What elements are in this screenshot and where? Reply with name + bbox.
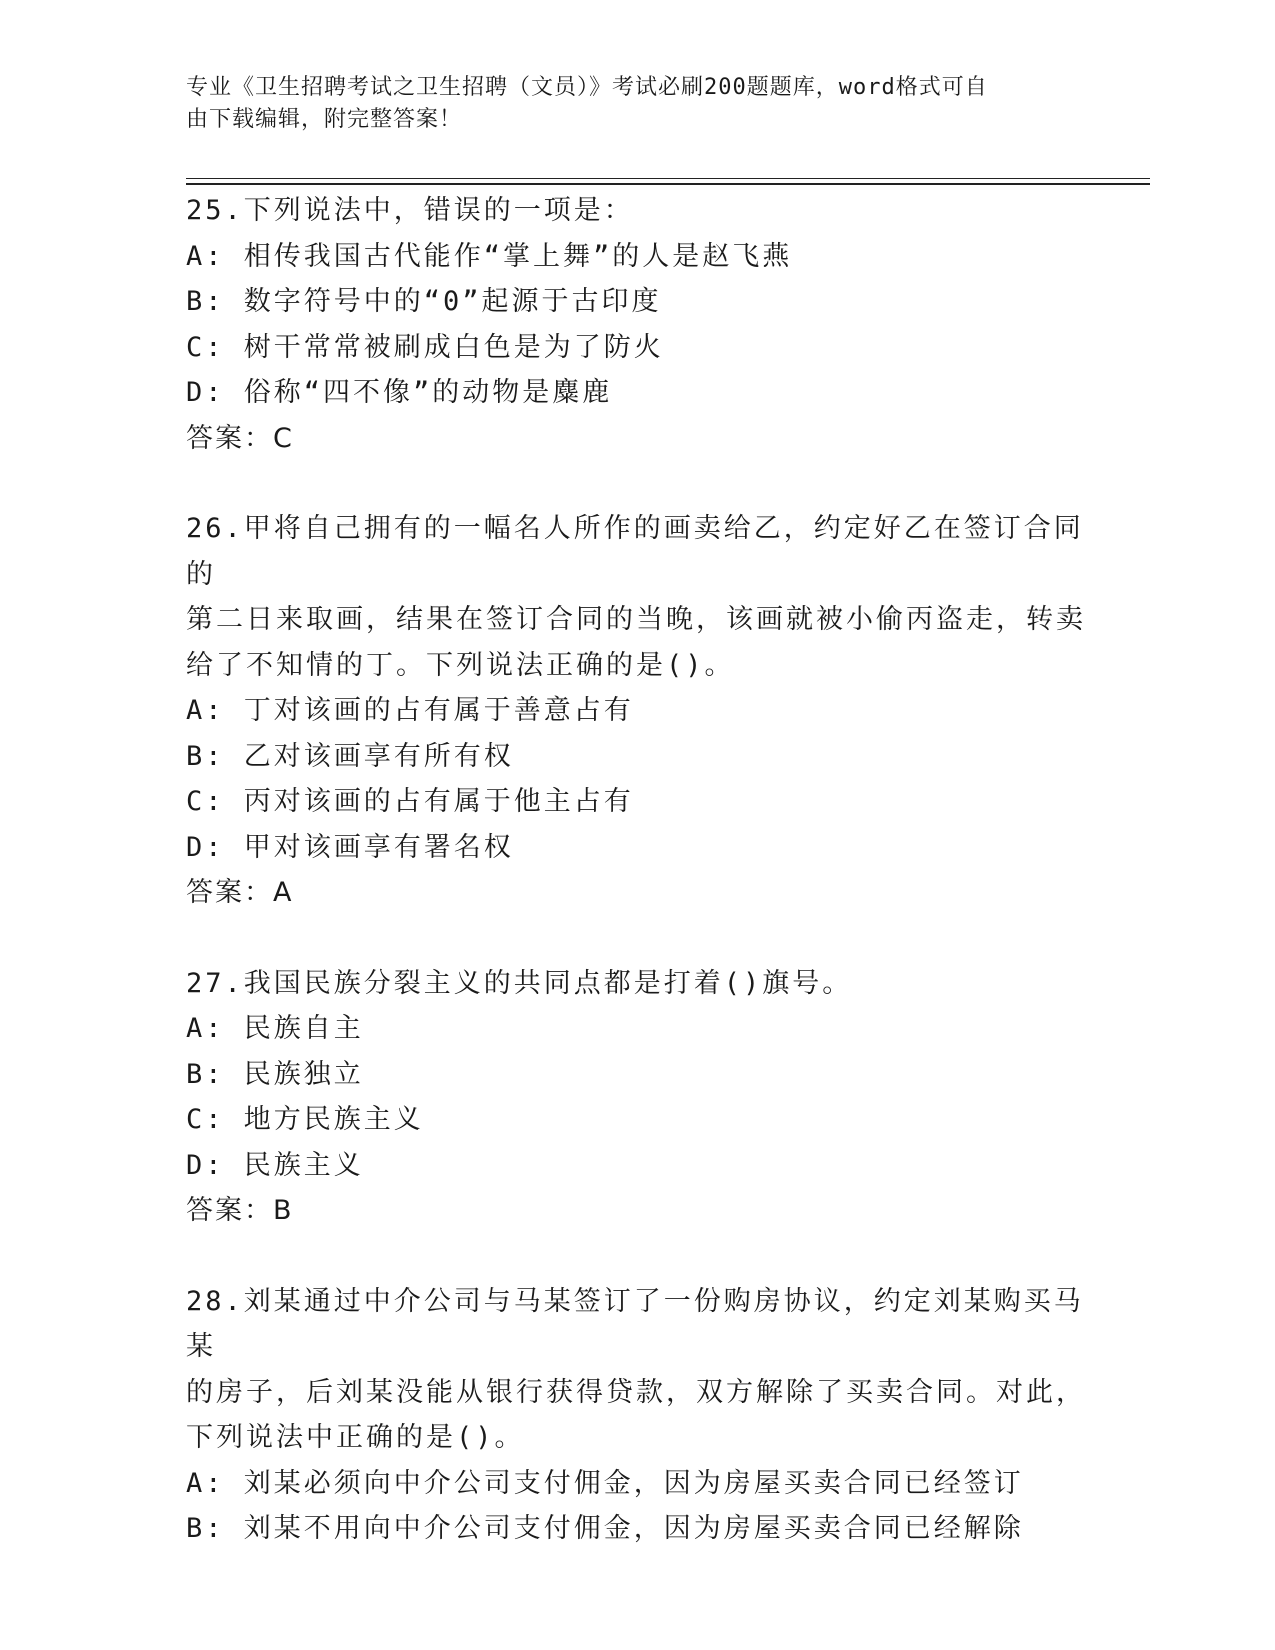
question-answer: 答案：C [186,422,294,454]
header-line-2: 由下载编辑，附完整答案！ [186,107,463,132]
question-option: B: 民族独立 [186,1058,364,1090]
question-option: B: 乙对该画享有所有权 [186,740,514,772]
document-header [186,72,1086,136]
question-stem-line: 给了不知情的丁。下列说法正确的是()。 [186,649,735,681]
question-stem-line: 的房子，后刘某没能从银行获得贷款，双方解除了买卖合同。对此， [186,1376,1086,1408]
question-option: D: 甲对该画享有署名权 [186,831,514,863]
question-option: D: 俗称“四不像”的动物是麋鹿 [186,377,613,408]
question-option: A: 民族自主 [186,1013,364,1044]
question-option: C: 树干常常被刷成白色是为了防火 [186,331,664,363]
question-block [186,961,1086,1234]
question-option: C: 丙对该画的占有属于他主占有 [186,786,634,817]
question-option: C: 地方民族主义 [186,1104,424,1135]
question-stem-line: 27.我国民族分裂主义的共同点都是打着()旗号。 [186,967,853,999]
question-stem-line: 第二日来取画，结果在签订合同的当晚，该画就被小偷丙盗走，转卖 [186,604,1086,635]
question-option: A: 丁对该画的占有属于善意占有 [186,695,634,726]
question-stem-line: 26.甲将自己拥有的一幅名人所作的画卖给乙，约定好乙在签订合同的 [186,513,1084,590]
question-option: B: 数字符号中的“0”起源于古印度 [186,286,662,317]
question-block [186,1279,1086,1552]
question-list [186,188,1086,1552]
question-option: A: 相传我国古代能作“掌上舞”的人是赵飞燕 [186,240,793,272]
header-divider-thick [186,183,1150,185]
question-option: D: 民族主义 [186,1149,364,1181]
question-stem-line: 下列说法中正确的是()。 [186,1422,525,1453]
question-option: B: 刘某不用向中介公司支付佣金，因为房屋买卖合同已经解除 [186,1513,1024,1544]
question-answer: 答案：B [186,1195,294,1226]
question-stem-line: 25.下列说法中，错误的一项是： [186,195,634,226]
header-divider-thin [186,178,1150,179]
header-line-1: 专业《卫生招聘考试之卫生招聘（文员）》考试必刷200题题库，word格式可自 [186,75,988,100]
question-block [186,506,1086,916]
question-answer: 答案：A [186,877,294,908]
question-stem-line: 28.刘某通过中介公司与马某签订了一份购房协议，约定刘某购买马某 [186,1285,1084,1362]
question-option: A: 刘某必须向中介公司支付佣金，因为房屋买卖合同已经签订 [186,1467,1024,1499]
question-block [186,188,1086,461]
